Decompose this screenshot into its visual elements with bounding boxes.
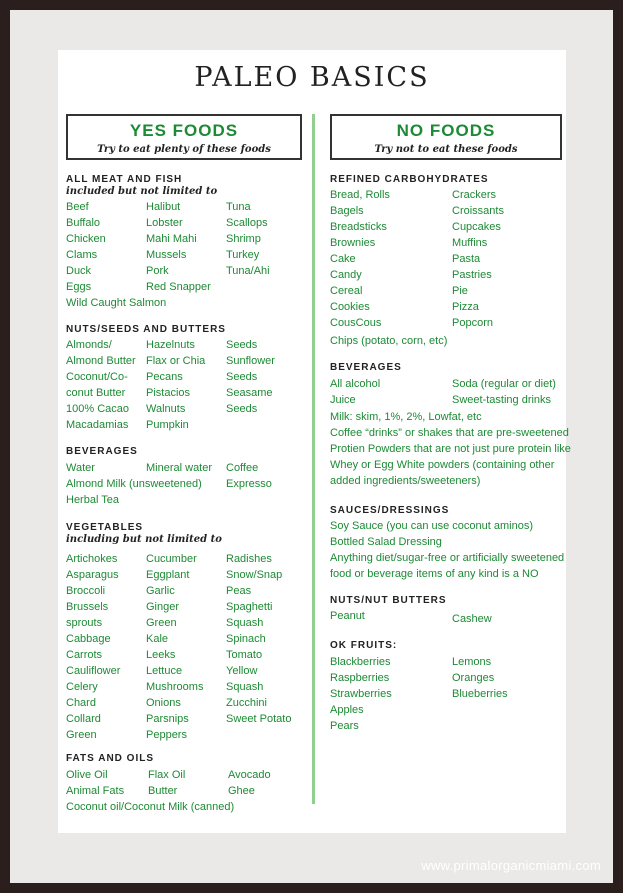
food-item: Sunflower: [226, 355, 275, 367]
food-item: Cookies: [330, 301, 370, 313]
section-title-yes-beverages: BEVERAGES: [66, 446, 138, 457]
section-title-nuts-seeds: NUTS/SEEDS AND BUTTERS: [66, 324, 226, 335]
food-item: Candy: [330, 269, 362, 281]
food-item: Peas: [226, 585, 252, 597]
food-item: Coconut/Co-: [66, 371, 128, 383]
food-item: Pie: [452, 285, 468, 297]
food-item: Flax Oil: [148, 769, 186, 781]
food-item: Juice: [330, 394, 356, 406]
section-title-fats-oils: FATS AND OILS: [66, 753, 154, 764]
food-item: Carrots: [66, 649, 103, 661]
food-item: Peanut: [330, 610, 365, 622]
food-item: CousCous: [330, 317, 382, 329]
food-item: Lettuce: [146, 665, 183, 677]
food-item: Collard: [66, 713, 101, 725]
food-item: Blackberries: [330, 656, 391, 668]
food-item: Crackers: [452, 189, 497, 201]
no-foods-heading: NO FOODS: [396, 121, 496, 140]
section-title-no-beverages: BEVERAGES: [330, 362, 402, 373]
section-note-vegetables: including but not limited to: [66, 534, 222, 545]
food-item: Mineral water: [146, 462, 213, 474]
food-item: Seeds: [226, 339, 258, 351]
food-item: Pecans: [146, 371, 183, 383]
food-item: Broccoli: [66, 585, 106, 597]
food-item: Seeds: [226, 371, 258, 383]
food-item: Breadsticks: [330, 221, 387, 233]
food-item: Halibut: [146, 201, 181, 213]
food-item: Seasame: [226, 387, 273, 399]
section-note-meat: included but not limited to: [66, 186, 218, 197]
food-item: Cake: [330, 253, 356, 265]
poster: [58, 50, 571, 833]
food-item: Brussels: [66, 601, 109, 613]
food-item: Pears: [330, 720, 359, 732]
food-item: Zucchini: [226, 697, 267, 709]
food-item: Whey or Egg White powders (containing other: [330, 459, 555, 471]
food-item: Cucumber: [146, 553, 197, 565]
section-title-ok-fruits: OK FRUITS:: [330, 640, 398, 651]
food-item: Muffins: [452, 237, 488, 249]
food-item: Kale: [146, 633, 169, 645]
website-watermark: www.primalorganicmiami.com: [421, 858, 601, 873]
food-item: Celery: [66, 681, 98, 693]
food-item: Turkey: [226, 249, 260, 261]
food-item: Spinach: [226, 633, 266, 645]
food-item: Mussels: [146, 249, 187, 261]
food-item: Herbal Tea: [66, 494, 119, 506]
food-item: Cashew: [452, 613, 492, 625]
food-item: Spaghetti: [226, 601, 273, 613]
food-item: Scallops: [226, 217, 268, 229]
food-item: Soda (regular or diet): [452, 378, 556, 390]
food-item: Lemons: [452, 656, 492, 668]
food-item: Almond Butter: [66, 355, 136, 367]
food-item: Duck: [66, 265, 92, 277]
food-item: Butter: [148, 785, 178, 797]
food-item: Cupcakes: [452, 221, 501, 233]
food-item: Cabbage: [66, 633, 111, 645]
food-item: Almonds/: [66, 339, 112, 351]
food-item: Pork: [146, 265, 169, 277]
food-item: Olive Oil: [66, 769, 108, 781]
food-item: Eggplant: [146, 569, 190, 581]
food-item: Sweet Potato: [226, 713, 292, 725]
food-item: added ingredients/sweeteners): [330, 475, 481, 487]
food-item: Coffee: [226, 462, 259, 474]
food-item: Ghee: [228, 785, 255, 797]
food-item: Green: [146, 617, 177, 629]
yes-foods-subtitle: Try to eat plenty of these foods: [97, 144, 271, 155]
food-item: Buffalo: [66, 217, 101, 229]
food-item: Mahi Mahi: [146, 233, 197, 245]
food-item: Tomato: [226, 649, 263, 661]
food-item: Sweet-tasting drinks: [452, 394, 552, 406]
food-item: Chard: [66, 697, 96, 709]
food-item: Chips (potato, corn, etc): [330, 335, 448, 347]
food-item: Expresso: [226, 478, 272, 490]
food-item: Squash: [226, 617, 264, 629]
food-item: Avocado: [228, 769, 271, 781]
food-item: Water: [66, 462, 95, 474]
food-item: Animal Fats: [66, 785, 125, 797]
yes-foods-header: [66, 114, 302, 160]
food-item: Ginger: [146, 601, 180, 613]
food-item: Cauliflower: [66, 665, 121, 677]
food-item: 100% Cacao: [66, 403, 129, 415]
food-item: Soy Sauce (you can use coconut aminos): [330, 520, 534, 532]
food-item: Flax or Chia: [146, 355, 206, 367]
section-title-sauces: SAUCES/DRESSINGS: [330, 505, 450, 516]
food-item: Coconut oil/Coconut Milk (canned): [66, 801, 235, 813]
page-title: PALEO BASICS: [194, 62, 430, 93]
no-foods-header: [330, 114, 562, 160]
food-item: All alcohol: [330, 378, 381, 390]
food-item: Garlic: [146, 585, 175, 597]
food-item: Eggs: [66, 281, 92, 293]
food-item: Beef: [66, 201, 89, 213]
food-item: Anything diet/sugar-free or artificially sweetened: [330, 552, 565, 564]
food-item: Shrimp: [226, 233, 261, 245]
food-item: Raspberries: [330, 672, 390, 684]
food-item: Protien Powders that are not just pure protein like: [330, 443, 571, 455]
section-title-refined-carbs: REFINED CARBOHYDRATES: [330, 174, 489, 185]
no-foods-subtitle: Try not to eat these foods: [374, 144, 518, 155]
food-item: Mushrooms: [146, 681, 204, 693]
food-item: Peppers: [146, 729, 187, 741]
section-title-meat: ALL MEAT AND FISH: [66, 174, 183, 185]
food-item: Wild Caught Salmon: [66, 297, 167, 309]
food-item: food or beverage items of any kind is a NO: [330, 568, 539, 580]
no-foods-column: [330, 114, 571, 732]
food-item: Bagels: [330, 205, 364, 217]
food-item: Leeks: [146, 649, 176, 661]
food-item: Macadamias: [66, 419, 129, 431]
food-item: Tuna/Ahi: [226, 265, 270, 277]
food-item: Green: [66, 729, 97, 741]
yes-foods-heading: YES FOODS: [129, 121, 239, 140]
food-item: Snow/Snap: [226, 569, 283, 581]
food-item: Hazelnuts: [146, 339, 195, 351]
food-item: Blueberries: [452, 688, 508, 700]
food-item: Red Snapper: [146, 281, 211, 293]
food-item: Asparagus: [66, 569, 119, 581]
food-item: Oranges: [452, 672, 495, 684]
yes-foods-column: [66, 114, 302, 813]
food-item: Milk: skim, 1%, 2%, Lowfat, etc: [330, 411, 482, 423]
food-item: Brownies: [330, 237, 376, 249]
food-item: Pasta: [452, 253, 481, 265]
food-item: Croissants: [452, 205, 504, 217]
food-item: Popcorn: [452, 317, 493, 329]
food-item: Bottled Salad Dressing: [330, 536, 442, 548]
food-item: sprouts: [66, 617, 103, 629]
food-item: Apples: [330, 704, 364, 716]
food-item: Pastries: [452, 269, 492, 281]
food-item: Artichokes: [66, 553, 118, 565]
food-item: Squash: [226, 681, 264, 693]
food-item: Chicken: [66, 233, 106, 245]
food-item: conut Butter: [66, 387, 126, 399]
food-item: Seeds: [226, 403, 258, 415]
food-item: Strawberries: [330, 688, 392, 700]
food-item: Yellow: [226, 665, 258, 677]
food-item: Coffee “drinks” or shakes that are pre-sweetened: [330, 427, 569, 439]
column-divider: [312, 114, 315, 804]
food-item: Parsnips: [146, 713, 189, 725]
food-item: Pizza: [452, 301, 479, 313]
section-title-nut-butters: NUTS/NUT BUTTERS: [330, 595, 447, 606]
section-title-vegetables: VEGETABLES: [66, 522, 144, 533]
food-item: Cereal: [330, 285, 363, 297]
food-item: Pistacios: [146, 387, 191, 399]
food-item: Onions: [146, 697, 181, 709]
food-item: Clams: [66, 249, 98, 261]
food-item: Almond Milk (unsweetened): [66, 478, 202, 490]
food-item: Pumpkin: [146, 419, 189, 431]
food-item: Bread, Rolls: [330, 189, 390, 201]
food-item: Walnuts: [146, 403, 186, 415]
food-item: Lobster: [146, 217, 183, 229]
food-item: Tuna: [226, 201, 251, 213]
food-item: Radishes: [226, 553, 272, 565]
